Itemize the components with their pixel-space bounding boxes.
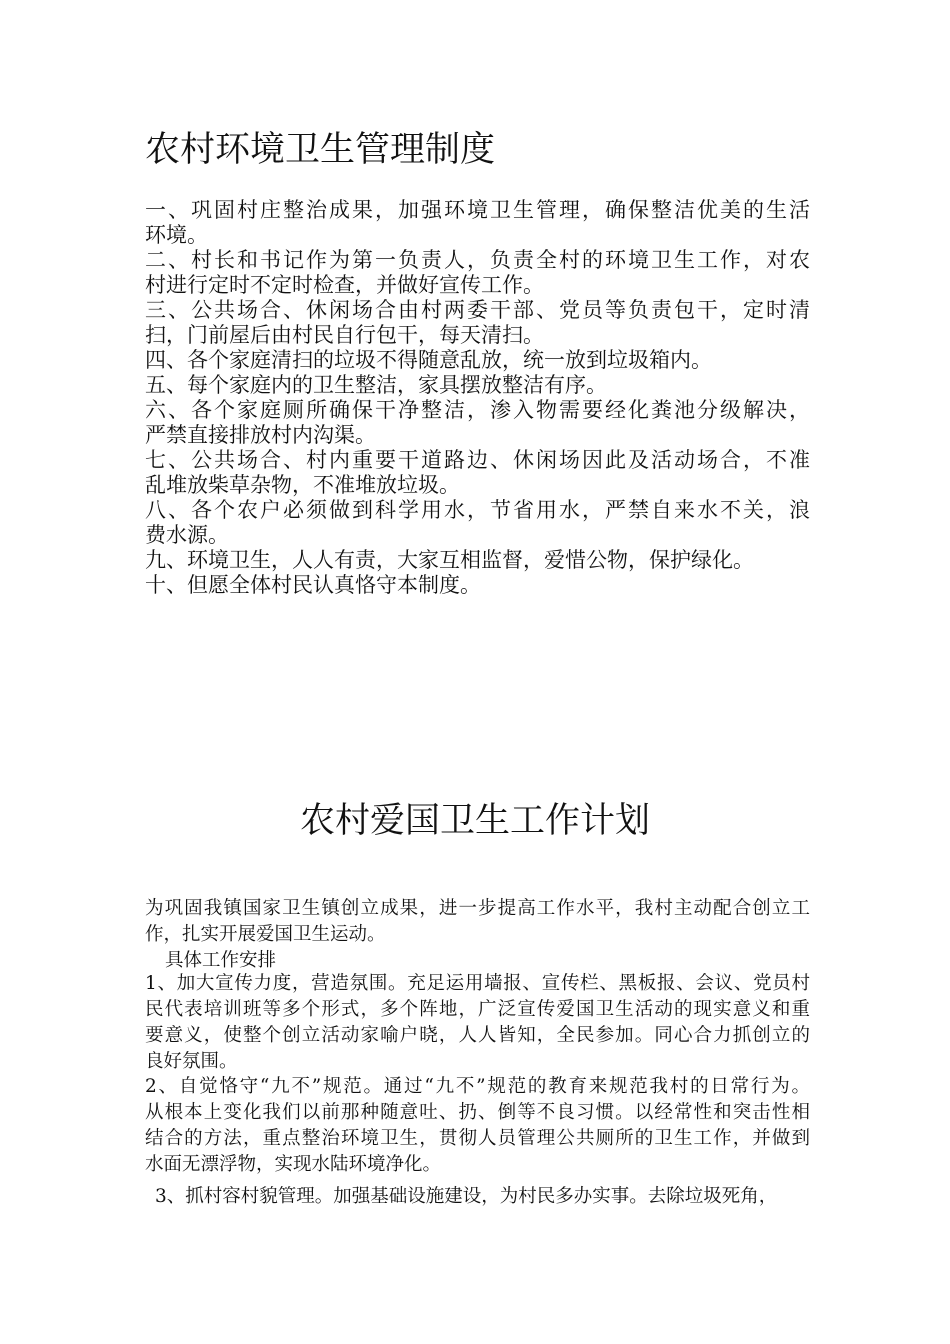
plan-item-2 <box>145 1074 810 1178</box>
plan-intro <box>145 896 810 974</box>
plan-line: 2、自觉恪守“九不”规范。通过“九不”规范的教育来规范我村的日常行为。 <box>145 1076 810 1097</box>
rules-line: 五、每个家庭内的卫生整洁，家具摆放整洁有序。 <box>145 373 607 397</box>
plan-line: 民代表培训班等多个形式，多个阵地，广泛宣传爱国卫生活动的现实意义和重 <box>145 999 810 1020</box>
rules-line: 环境。 <box>145 223 208 247</box>
rules-line: 三、公共场合、休闲场合由村两委干部、党员等负责包干，定时清 <box>145 298 810 322</box>
rules-line: 乱堆放柴草杂物，不准堆放垃圾。 <box>145 473 460 497</box>
plan-item-3 <box>155 1184 805 1210</box>
rules-line: 八、各个农户必须做到科学用水，节省用水，严禁自来水不关，浪 <box>145 498 810 522</box>
rules-line: 二、村长和书记作为第一负责人，负责全村的环境卫生工作，对农 <box>145 248 810 272</box>
plan-line: 结合的方法，重点整治环境卫生，贯彻人员管理公共厕所的卫生工作，并做到 <box>145 1128 810 1149</box>
plan-line: 1、加大宣传力度，营造氛围。充足运用墙报、宣传栏、黑板报、会议、党员村 <box>145 973 810 994</box>
plan-subheading: 具体工作安排 <box>165 950 277 971</box>
rules-line: 一、巩固村庄整治成果，加强环境卫生管理，确保整洁优美的生活 <box>145 198 810 222</box>
rules-line: 十、但愿全体村民认真恪守本制度。 <box>145 573 481 597</box>
rules-title: 农村环境卫生管理制度 <box>145 130 496 170</box>
rules-line: 四、各个家庭清扫的垃圾不得随意乱放，统一放到垃圾箱内。 <box>145 348 712 372</box>
rules-line: 九、环境卫生，人人有责，大家互相监督，爱惜公物，保护绿化。 <box>145 548 754 572</box>
plan-item-1 <box>145 971 810 1075</box>
rules-line: 严禁直接排放村内沟渠。 <box>145 423 376 447</box>
rules-line: 六、各个家庭厕所确保干净整洁，渗入物需要经化粪池分级解决， <box>145 398 810 422</box>
rules-line: 扫，门前屋后由村民自行包干，每天清扫。 <box>145 323 544 347</box>
rules-line: 费水源。 <box>145 523 229 547</box>
plan-line: 3、抓村容村貌管理。加强基础设施建设，为村民多办实事。去除垃圾死角， <box>155 1186 778 1207</box>
plan-line: 良好氛围。 <box>145 1051 238 1072</box>
plan-line: 水面无漂浮物，实现水陆环境净化。 <box>145 1154 442 1175</box>
plan-line: 从根本上变化我们以前那种随意吐、扔、倒等不良习惯。以经常性和突击性相 <box>145 1102 810 1123</box>
rules-line: 村进行定时不定时检查，并做好宣传工作。 <box>145 273 544 297</box>
plan-line: 要意义，使整个创立活动家喻户晓，人人皆知，全民参加。同心合力抓创立的 <box>145 1025 810 1046</box>
plan-line: 作，扎实开展爱国卫生运动。 <box>145 924 386 945</box>
plan-title: 农村爱国卫生工作计划 <box>299 801 650 841</box>
rules-line: 七、公共场合、村内重要干道路边、休闲场因此及活动场合，不准 <box>145 448 810 472</box>
rules-body <box>145 198 810 598</box>
plan-line: 为巩固我镇国家卫生镇创立成果，进一步提高工作水平，我村主动配合创立工 <box>145 898 810 919</box>
